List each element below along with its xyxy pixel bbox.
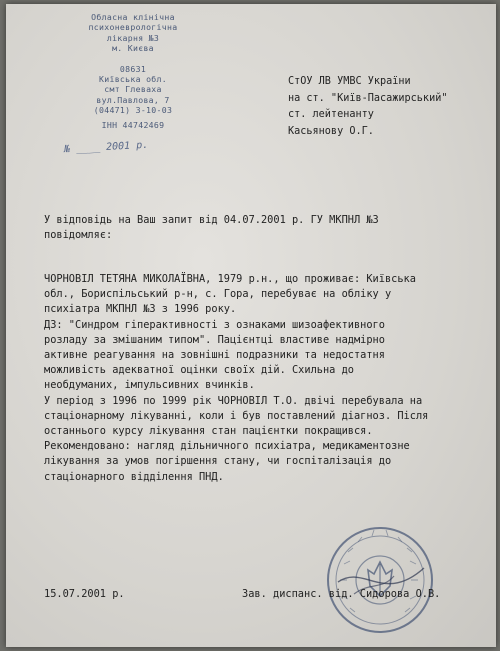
stamp-line: психоневрологічна [88,22,178,33]
text-line: розладу за змішаним типом". Пацієнтці властиве надмірно [44,333,385,346]
text-line: ДЗ: "Синдром гіперактивності з ознаками шизоафективного [44,318,385,331]
text-line: повідомляє: [44,229,113,242]
text-line: психіатра МКПНЛ №3 з 1996 року. [44,303,237,316]
registration-number: № ____ 2001 р. [63,139,149,156]
signature-line: Зав. диспанс. від. Сидорова О.В. [242,588,441,600]
official-seal-stamp [324,524,436,636]
addressee-line: Касьянову О.Г. [288,125,374,137]
stamp-line: лікарня №3 [106,32,160,43]
text-line: лікування за умов погіршення стану, чи госпіталізація до [44,455,392,468]
stamp-address-line: Київська обл. [99,74,167,85]
text-line: стаціонарного відділення ПНД. [44,470,224,483]
intro-paragraph [44,213,379,243]
text-line: активне реагування на зовнішні подразники та недостатня [44,349,385,362]
text-line: останнього курсу лікування стан пацієнтки покращився. [44,425,373,438]
hospital-header-stamp [58,12,208,130]
text-line: У період з 1996 по 1999 рік ЧОРНОВІЛ Т.О. двічі перебувала на [44,394,423,407]
text-line: У відповідь на Ваш запит від 04.07.2001 р. ГУ МКПНЛ №3 [44,214,379,226]
document-page [6,4,496,647]
text-line: необдуманих, імпульсивних вчинків. [44,379,255,392]
addressee-line: ст. лейтенанту [288,109,374,121]
addressee-block [288,74,447,140]
body-paragraph [44,272,428,485]
stamp-inn: ІНН 44742469 [101,119,165,130]
stamp-address-line: 08631 [119,63,147,74]
document-date: 15.07.2001 р. [44,588,125,600]
stamp-address-line: вул.Павлова, 7 [96,94,170,105]
text-line: можливість адекватної оцінки своїх дій. Схильна до [44,364,354,377]
stamp-address-line: (04471) 3-10-03 [93,105,173,116]
text-line: Рекомендовано: нагляд дільничного психіатра, медикаментозне [44,440,410,453]
text-line: стаціонарному лікуванні, коли і був поставлений діагноз. Після [44,409,429,422]
text-line: ЧОРНОВІЛ ТЕТЯНА МИКОЛАЇВНА, 1979 р.н., що проживає: Київська [44,273,416,285]
text-line: обл., Бориспільський р-н, с. Гора, перебуває на обліку у [44,288,392,301]
stamp-line: м. Києва [112,43,154,54]
stamp-line: Обласна клінічна [91,12,175,22]
addressee-line: СтОУ ЛВ УМВС України [288,76,411,87]
addressee-line: на ст. "Київ-Пасажирський" [288,92,448,104]
stamp-address-line: смт Глеваха [104,84,162,95]
